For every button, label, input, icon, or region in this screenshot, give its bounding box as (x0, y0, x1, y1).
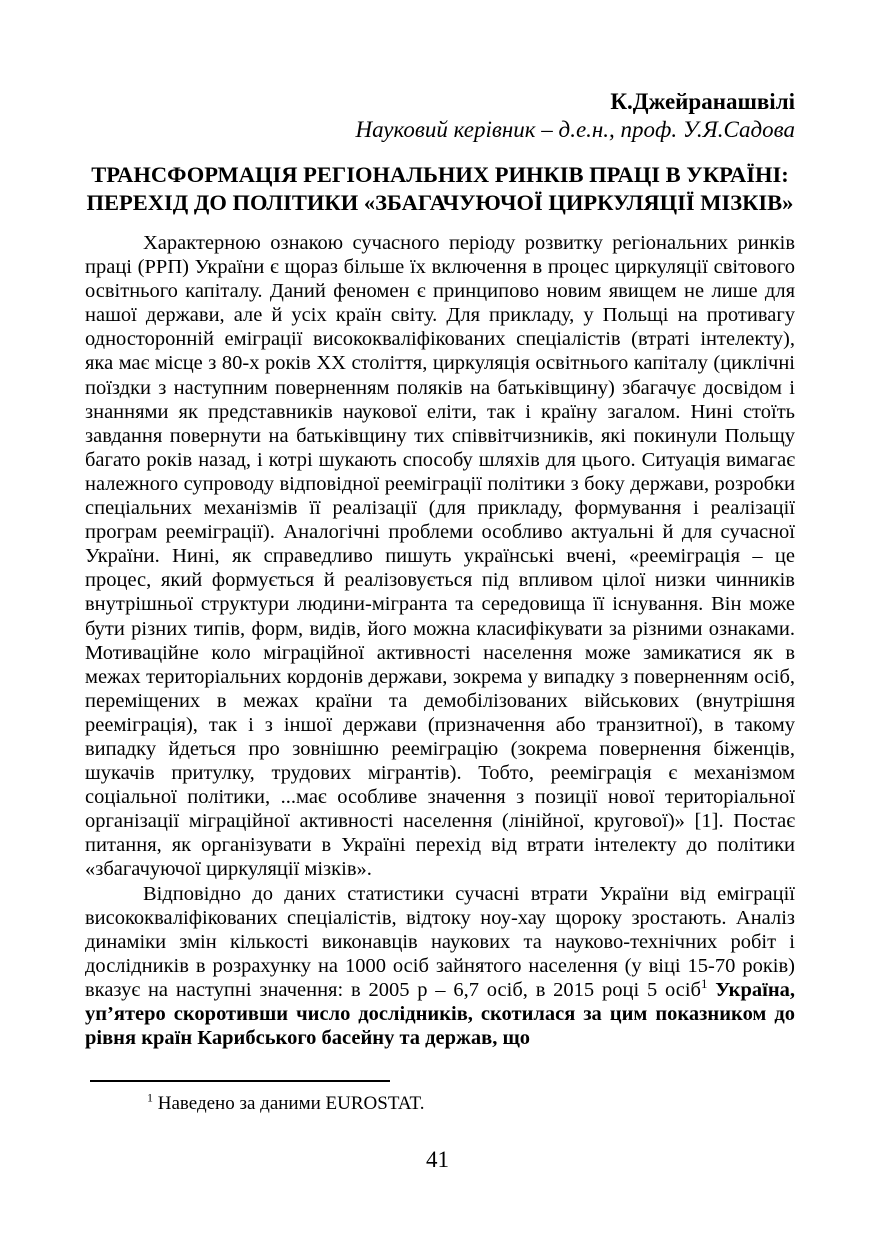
page-number: 41 (426, 1147, 449, 1172)
footnote-text: Наведено за даними EUROSTAT. (157, 1093, 425, 1114)
paragraph-2-bold-text: Україна, уп’ятеро скоротивши число дослідників, скотилася за цим показником до рівня країн Карибського басейну та держав, що (85, 978, 796, 1050)
footnote-marker: 1 (147, 1090, 153, 1105)
author-name: К.Джейранашвілі (610, 89, 795, 114)
article-title-line-1: ТРАНСФОРМАЦІЯ РЕГІОНАЛЬНИХ РИНКІВ ПРАЦІ В УКРАЇНІ: (91, 162, 789, 187)
article-title-line-2: ПЕРЕХІД ДО ПОЛІТИКИ «ЗБАГАЧУЮЧОЇ ЦИРКУЛЯЦІЇ МІЗКІВ» (86, 190, 794, 215)
footnote (85, 1092, 795, 1116)
article-title (85, 161, 795, 217)
header-block (85, 88, 795, 144)
paragraph-1: Характерною ознакою сучасного періоду розвитку регіональних ринків праці (РРП) України є щораз більше їх включення в процес циркуляції світового освітнього капіталу. Даний феномен є принципово новим явищем не лише для нашої держави, але й усіх країн світу. Для прикладу, у Польщі на противагу односторонній еміграції висококваліфікованих спеціалістів (втраті інтелекту), яка має місце з 80-х років ХХ століття, циркуляція освітнього капіталу (циклічні поїздки з наступним поверненням поляків на батьківщину) збагачує досвідом і знаннями як представників наукової еліти, так і країну загалом. Нині стоїть завдання повернути на батьківщину тих співвітчизників, які покинули Польщу багато років назад, і котрі шукають способу шляхів для цього. Ситуація вимагає належного супроводу відповідної рееміграції політики з боку держави, розробки спеціальних механізмів її реалізації (для прикладу, формування і реалізації програм рееміграції). Аналогічні проблеми особливо актуальні й для сучасної України. Нині, як справедливо пишуть українські вчені, «рееміграція – це процес, який формується й реалізовується під впливом цілої низки чинників внутрішньої структури людини-мігранта та середовища її існування. Він може бути різних типів, форм, видів, його можна класифікувати за різними ознаками. Мотиваційне коло міграційної активності населення може замикатися як в межах територіальних кордонів держави, зокрема у випадку з поверненням осіб, переміщених в межах країни та демобілізованих військових (внутрішня рееміграція), так і з іншої держави (призначення або транзитної), в такому випадку йдеться про зовнішню рееміграцію (зокрема повернення біженців, шукачів притулку, трудових мігрантів). Тобто, рееміграція є механізмом соціальної політики, ...має особливе значення з позиції нової територіальної організації міграційної активності населення (лінійної, кругової)» [1]. Постає питання, як організувати в Україні перехід від втрати інтелекту до політики «збагачуючої циркуляції мізків». (85, 232, 795, 881)
paragraph-2 (85, 882, 795, 1051)
footnote-separator-rule (90, 1080, 390, 1082)
footnote-area (85, 1080, 795, 1116)
body-text (85, 231, 795, 1050)
supervisor-line: Науковий керівник – д.е.н., проф. У.Я.Садова (355, 117, 795, 142)
footnote-reference: 1 (700, 976, 708, 992)
paragraph-2-text: Відповідно до даних статистики сучасні втрати України від еміграції висококваліфікованих спеціалістів, відтоку ноу-хау щороку зростають. Аналіз динаміки змін кількості виконавців наукових та науково-технічних робіт і дослідників в розрахунку на 1000 осіб зайнятого населення (у віці 15-70 років) вказує на наступні значення: в 2005 р – 6,7 осіб, в 2015 році 5 осіб (85, 882, 795, 1001)
